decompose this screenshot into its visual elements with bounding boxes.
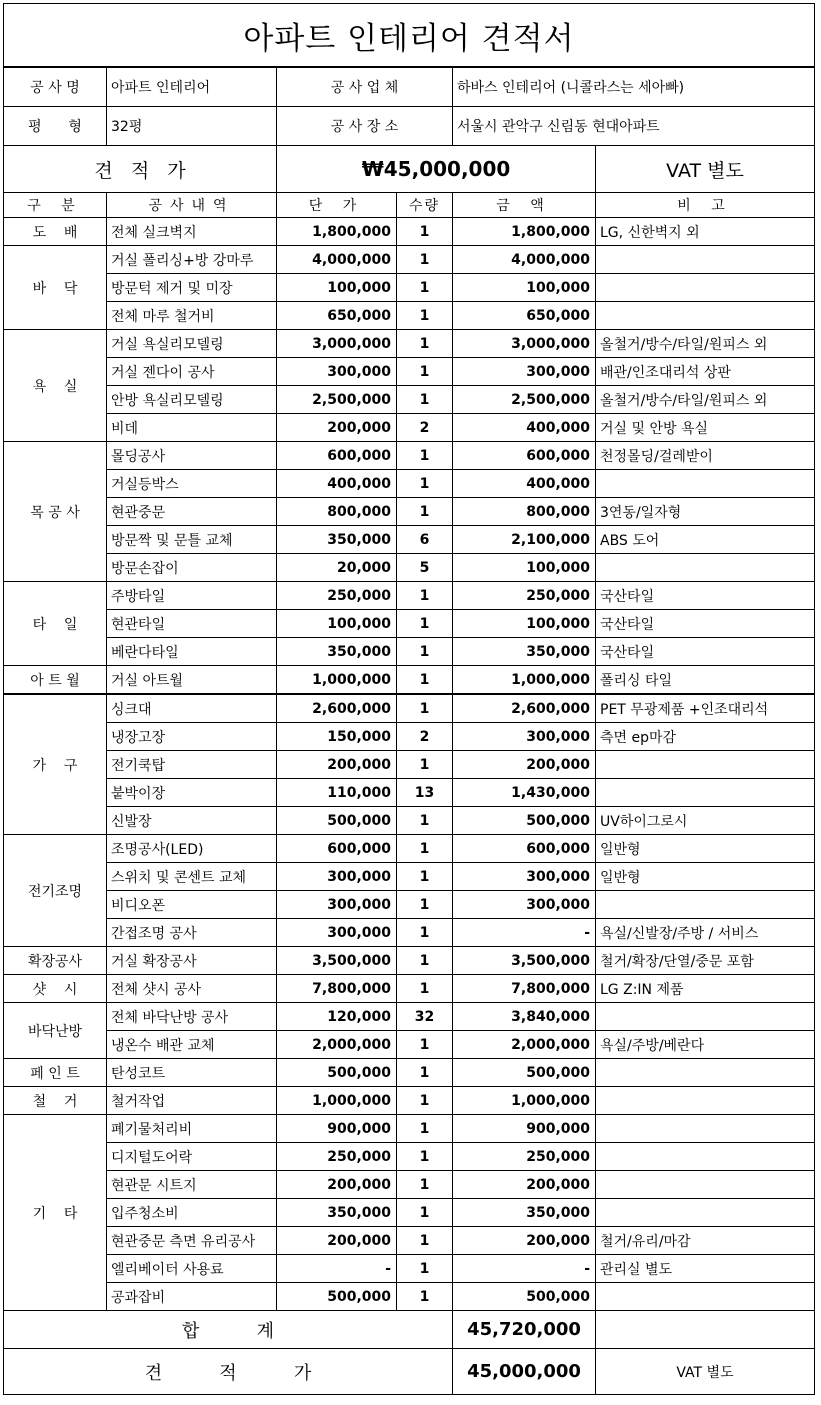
project-name-value: 아파트 인테리어: [107, 67, 277, 107]
item-note: PET 무광제품 +인조대리석: [596, 694, 815, 723]
item-row: [4, 1115, 815, 1143]
item-amount: 4,000,000: [453, 246, 596, 274]
item-qty: 1: [397, 246, 453, 274]
item-note: 욕실/신발장/주방 / 서비스: [596, 919, 815, 947]
item-amount: 500,000: [453, 1059, 596, 1087]
item-note: 욕실/주방/베란다: [596, 1031, 815, 1059]
item-name: 철거작업: [107, 1087, 277, 1115]
item-qty: 1: [397, 358, 453, 386]
item-name: 현관중문: [107, 498, 277, 526]
item-name: 거실 아트월: [107, 666, 277, 695]
item-row: [4, 554, 815, 582]
item-name: 조명공사(LED): [107, 835, 277, 863]
item-name: 싱크대: [107, 694, 277, 723]
item-amount: 250,000: [453, 1143, 596, 1171]
item-amount: 900,000: [453, 1115, 596, 1143]
item-qty: 1: [397, 386, 453, 414]
item-qty: 1: [397, 274, 453, 302]
item-note: 올철거/방수/타일/원피스 외: [596, 386, 815, 414]
item-name: 전체 바닥난방 공사: [107, 1003, 277, 1031]
item-qty: 1: [397, 751, 453, 779]
item-amount: 100,000: [453, 554, 596, 582]
item-row: [4, 723, 815, 751]
item-name: 비디오폰: [107, 891, 277, 919]
item-note: [596, 1143, 815, 1171]
size-value: 32평: [107, 107, 277, 146]
item-qty: 1: [397, 863, 453, 891]
item-unit-price: 650,000: [277, 302, 397, 330]
item-qty: 1: [397, 442, 453, 470]
item-amount: 2,600,000: [453, 694, 596, 723]
item-note: 철거/확장/단열/중문 포함: [596, 947, 815, 975]
item-amount: 350,000: [453, 1199, 596, 1227]
item-row: [4, 1087, 815, 1115]
item-qty: 6: [397, 526, 453, 554]
item-row: [4, 666, 815, 695]
item-qty: 1: [397, 1031, 453, 1059]
item-amount: 400,000: [453, 470, 596, 498]
item-unit-price: -: [277, 1255, 397, 1283]
item-unit-price: 4,000,000: [277, 246, 397, 274]
item-qty: 1: [397, 919, 453, 947]
item-row: [4, 779, 815, 807]
total-label: 합 계: [4, 1311, 453, 1349]
category-cell: 기 타: [4, 1115, 107, 1311]
item-qty: 1: [397, 638, 453, 666]
item-qty: 1: [397, 1115, 453, 1143]
item-note: [596, 470, 815, 498]
total-amount: 45,720,000: [453, 1311, 596, 1349]
item-note: [596, 1059, 815, 1087]
item-qty: 1: [397, 302, 453, 330]
item-row: [4, 863, 815, 891]
item-qty: 2: [397, 723, 453, 751]
item-row: [4, 1143, 815, 1171]
category-cell: 확장공사: [4, 947, 107, 975]
item-row: [4, 442, 815, 470]
item-name: 안방 욕실리모델링: [107, 386, 277, 414]
item-row: [4, 1199, 815, 1227]
item-row: [4, 751, 815, 779]
item-row: [4, 1059, 815, 1087]
item-unit-price: 3,000,000: [277, 330, 397, 358]
item-unit-price: 900,000: [277, 1115, 397, 1143]
item-qty: 32: [397, 1003, 453, 1031]
item-note: 국산타일: [596, 638, 815, 666]
category-cell: 철 거: [4, 1087, 107, 1115]
item-name: 거실 욕실리모델링: [107, 330, 277, 358]
item-name: 붙박이장: [107, 779, 277, 807]
item-row: [4, 246, 815, 274]
item-row: [4, 526, 815, 554]
item-note: 일반형: [596, 863, 815, 891]
item-name: 몰딩공사: [107, 442, 277, 470]
category-cell: 페 인 트: [4, 1059, 107, 1087]
item-name: 전체 샷시 공사: [107, 975, 277, 1003]
category-cell: 바닥난방: [4, 1003, 107, 1059]
item-note: [596, 246, 815, 274]
header-category: 구 분: [4, 193, 107, 218]
item-unit-price: 300,000: [277, 891, 397, 919]
category-cell: 욕 실: [4, 330, 107, 442]
item-qty: 13: [397, 779, 453, 807]
item-name: 디지털도어락: [107, 1143, 277, 1171]
item-note: [596, 554, 815, 582]
item-note: LG Z:IN 제품: [596, 975, 815, 1003]
item-name: 입주청소비: [107, 1199, 277, 1227]
item-name: 전체 실크벽지: [107, 218, 277, 246]
category-cell: 목 공 사: [4, 442, 107, 582]
item-row: [4, 638, 815, 666]
header-note: 비 고: [596, 193, 815, 218]
item-unit-price: 1,000,000: [277, 666, 397, 695]
estimate-sheet: [3, 3, 815, 1395]
item-row: [4, 947, 815, 975]
header-qty: 수량: [397, 193, 453, 218]
item-unit-price: 1,000,000: [277, 1087, 397, 1115]
item-name: 현관문 시트지: [107, 1171, 277, 1199]
header-unit-price: 단 가: [277, 193, 397, 218]
contractor-value: 하바스 인테리어 (니콜라스는 세아빠): [453, 67, 815, 107]
item-note: [596, 751, 815, 779]
item-unit-price: 20,000: [277, 554, 397, 582]
item-unit-price: 600,000: [277, 835, 397, 863]
item-row: [4, 302, 815, 330]
item-row: [4, 610, 815, 638]
item-amount: 3,840,000: [453, 1003, 596, 1031]
item-note: [596, 302, 815, 330]
item-amount: 600,000: [453, 442, 596, 470]
item-note: 3연동/일자형: [596, 498, 815, 526]
item-name: 방문짝 및 문틀 교체: [107, 526, 277, 554]
item-unit-price: 350,000: [277, 1199, 397, 1227]
item-qty: 1: [397, 1199, 453, 1227]
item-row: [4, 1171, 815, 1199]
item-name: 냉장고장: [107, 723, 277, 751]
item-row: [4, 330, 815, 358]
item-name: 간접조명 공사: [107, 919, 277, 947]
item-qty: 1: [397, 1283, 453, 1311]
item-qty: 1: [397, 1171, 453, 1199]
item-row: [4, 1227, 815, 1255]
category-cell: 타 일: [4, 582, 107, 666]
estimate-vat-note: VAT 별도: [596, 146, 815, 193]
item-amount: 300,000: [453, 891, 596, 919]
item-row: [4, 414, 815, 442]
item-row: [4, 1283, 815, 1311]
item-unit-price: 500,000: [277, 807, 397, 835]
item-name: 공과잡비: [107, 1283, 277, 1311]
item-qty: 1: [397, 582, 453, 610]
item-qty: 1: [397, 610, 453, 638]
item-amount: 300,000: [453, 723, 596, 751]
category-cell: 도 배: [4, 218, 107, 246]
category-cell: 전기조명: [4, 835, 107, 947]
estimate-amount: ₩45,000,000: [277, 146, 596, 193]
item-qty: 1: [397, 1227, 453, 1255]
item-amount: 3,000,000: [453, 330, 596, 358]
item-amount: 100,000: [453, 610, 596, 638]
item-note: 천정몰딩/걸레받이: [596, 442, 815, 470]
item-amount: 2,500,000: [453, 386, 596, 414]
item-note: 올철거/방수/타일/원피스 외: [596, 330, 815, 358]
item-name: 거실 폴리싱+방 강마루: [107, 246, 277, 274]
header-content: 공사내역: [107, 193, 277, 218]
item-qty: 2: [397, 414, 453, 442]
item-note: ABS 도어: [596, 526, 815, 554]
item-note: 관리실 별도: [596, 1255, 815, 1283]
item-row: [4, 919, 815, 947]
item-note: [596, 1171, 815, 1199]
item-amount: 200,000: [453, 1171, 596, 1199]
final-vat-note: VAT 별도: [596, 1349, 815, 1395]
size-label: 평 형: [4, 107, 107, 146]
item-row: [4, 807, 815, 835]
header-amount: 금 액: [453, 193, 596, 218]
item-name: 전체 마루 철거비: [107, 302, 277, 330]
item-name: 거실 확장공사: [107, 947, 277, 975]
item-amount: 2,000,000: [453, 1031, 596, 1059]
item-qty: 5: [397, 554, 453, 582]
item-name: 거실등박스: [107, 470, 277, 498]
item-amount: 200,000: [453, 1227, 596, 1255]
item-note: [596, 1115, 815, 1143]
item-note: [596, 1087, 815, 1115]
item-note: [596, 1003, 815, 1031]
item-row: [4, 835, 815, 863]
item-row: [4, 358, 815, 386]
item-row: [4, 274, 815, 302]
item-note: UV하이그로시: [596, 807, 815, 835]
item-row: [4, 582, 815, 610]
item-name: 탄성코트: [107, 1059, 277, 1087]
item-qty: 1: [397, 1059, 453, 1087]
item-qty: 1: [397, 666, 453, 695]
category-cell: 가 구: [4, 694, 107, 835]
item-amount: 800,000: [453, 498, 596, 526]
item-unit-price: 150,000: [277, 723, 397, 751]
item-name: 주방타일: [107, 582, 277, 610]
item-qty: 1: [397, 1087, 453, 1115]
item-name: 현관타일: [107, 610, 277, 638]
item-name: 스위치 및 콘센트 교체: [107, 863, 277, 891]
item-unit-price: 300,000: [277, 863, 397, 891]
item-unit-price: 500,000: [277, 1283, 397, 1311]
item-amount: 1,000,000: [453, 1087, 596, 1115]
item-name: 폐기물처리비: [107, 1115, 277, 1143]
item-qty: 1: [397, 1143, 453, 1171]
category-cell: 아 트 월: [4, 666, 107, 695]
item-unit-price: 300,000: [277, 358, 397, 386]
item-amount: 650,000: [453, 302, 596, 330]
item-note: [596, 779, 815, 807]
item-row: [4, 386, 815, 414]
item-qty: 1: [397, 1255, 453, 1283]
item-amount: 3,500,000: [453, 947, 596, 975]
item-name: 전기쿡탑: [107, 751, 277, 779]
item-amount: 600,000: [453, 835, 596, 863]
item-note: 일반형: [596, 835, 815, 863]
item-amount: -: [453, 919, 596, 947]
item-unit-price: 250,000: [277, 582, 397, 610]
item-name: 방문턱 제거 및 미장: [107, 274, 277, 302]
item-name: 베란다타일: [107, 638, 277, 666]
item-note: 거실 및 안방 욕실: [596, 414, 815, 442]
item-unit-price: 400,000: [277, 470, 397, 498]
item-unit-price: 100,000: [277, 274, 397, 302]
item-amount: 7,800,000: [453, 975, 596, 1003]
item-unit-price: 2,600,000: [277, 694, 397, 723]
category-cell: 바 닥: [4, 246, 107, 330]
item-unit-price: 200,000: [277, 414, 397, 442]
item-amount: 1,800,000: [453, 218, 596, 246]
item-row: [4, 975, 815, 1003]
item-unit-price: 120,000: [277, 1003, 397, 1031]
item-amount: 2,100,000: [453, 526, 596, 554]
item-note: 철거/유리/마감: [596, 1227, 815, 1255]
item-note: 국산타일: [596, 582, 815, 610]
estimate-table: [3, 3, 815, 1395]
item-name: 현관중문 측면 유리공사: [107, 1227, 277, 1255]
item-unit-price: 350,000: [277, 526, 397, 554]
item-unit-price: 200,000: [277, 751, 397, 779]
item-qty: 1: [397, 975, 453, 1003]
item-amount: 1,000,000: [453, 666, 596, 695]
document-title: 아파트 인테리어 견적서: [4, 4, 815, 68]
contractor-label: 공 사 업 체: [277, 67, 453, 107]
item-qty: 1: [397, 807, 453, 835]
item-unit-price: 250,000: [277, 1143, 397, 1171]
item-note: 폴리싱 타일: [596, 666, 815, 695]
item-row: [4, 891, 815, 919]
item-note: LG, 신한벽지 외: [596, 218, 815, 246]
item-unit-price: 800,000: [277, 498, 397, 526]
item-name: 방문손잡이: [107, 554, 277, 582]
item-unit-price: 500,000: [277, 1059, 397, 1087]
item-amount: 500,000: [453, 1283, 596, 1311]
project-name-label: 공 사 명: [4, 67, 107, 107]
item-unit-price: 7,800,000: [277, 975, 397, 1003]
item-note: [596, 1199, 815, 1227]
item-amount: -: [453, 1255, 596, 1283]
item-unit-price: 300,000: [277, 919, 397, 947]
item-qty: 1: [397, 947, 453, 975]
item-amount: 350,000: [453, 638, 596, 666]
item-row: [4, 1255, 815, 1283]
item-unit-price: 200,000: [277, 1171, 397, 1199]
item-amount: 500,000: [453, 807, 596, 835]
item-qty: 1: [397, 470, 453, 498]
item-row: [4, 1003, 815, 1031]
item-qty: 1: [397, 218, 453, 246]
item-name: 냉온수 배관 교체: [107, 1031, 277, 1059]
item-note: 국산타일: [596, 610, 815, 638]
item-amount: 100,000: [453, 274, 596, 302]
final-estimate-label: 견 적 가: [4, 1349, 453, 1395]
item-amount: 300,000: [453, 358, 596, 386]
item-unit-price: 2,500,000: [277, 386, 397, 414]
item-note: [596, 891, 815, 919]
item-unit-price: 350,000: [277, 638, 397, 666]
item-note: 배관/인조대리석 상판: [596, 358, 815, 386]
total-note: [596, 1311, 815, 1349]
item-note: 측면 ep마감: [596, 723, 815, 751]
item-name: 거실 젠다이 공사: [107, 358, 277, 386]
item-amount: 400,000: [453, 414, 596, 442]
item-name: 신발장: [107, 807, 277, 835]
item-unit-price: 1,800,000: [277, 218, 397, 246]
item-unit-price: 110,000: [277, 779, 397, 807]
item-note: [596, 1283, 815, 1311]
item-name: 비데: [107, 414, 277, 442]
item-row: [4, 498, 815, 526]
estimate-label: 견 적 가: [4, 146, 277, 193]
item-qty: 1: [397, 891, 453, 919]
final-estimate-amount: 45,000,000: [453, 1349, 596, 1395]
item-unit-price: 600,000: [277, 442, 397, 470]
item-amount: 200,000: [453, 751, 596, 779]
item-row: [4, 1031, 815, 1059]
item-note: [596, 274, 815, 302]
item-unit-price: 100,000: [277, 610, 397, 638]
location-value: 서울시 관악구 신림동 현대아파트: [453, 107, 815, 146]
item-qty: 1: [397, 498, 453, 526]
item-unit-price: 2,000,000: [277, 1031, 397, 1059]
item-qty: 1: [397, 330, 453, 358]
category-cell: 샷 시: [4, 975, 107, 1003]
item-amount: 1,430,000: [453, 779, 596, 807]
item-qty: 1: [397, 694, 453, 723]
item-row: [4, 470, 815, 498]
item-unit-price: 200,000: [277, 1227, 397, 1255]
item-amount: 250,000: [453, 582, 596, 610]
item-amount: 300,000: [453, 863, 596, 891]
item-unit-price: 3,500,000: [277, 947, 397, 975]
item-row: [4, 694, 815, 723]
location-label: 공 사 장 소: [277, 107, 453, 146]
item-row: [4, 218, 815, 246]
item-name: 엘리베이터 사용료: [107, 1255, 277, 1283]
item-qty: 1: [397, 835, 453, 863]
